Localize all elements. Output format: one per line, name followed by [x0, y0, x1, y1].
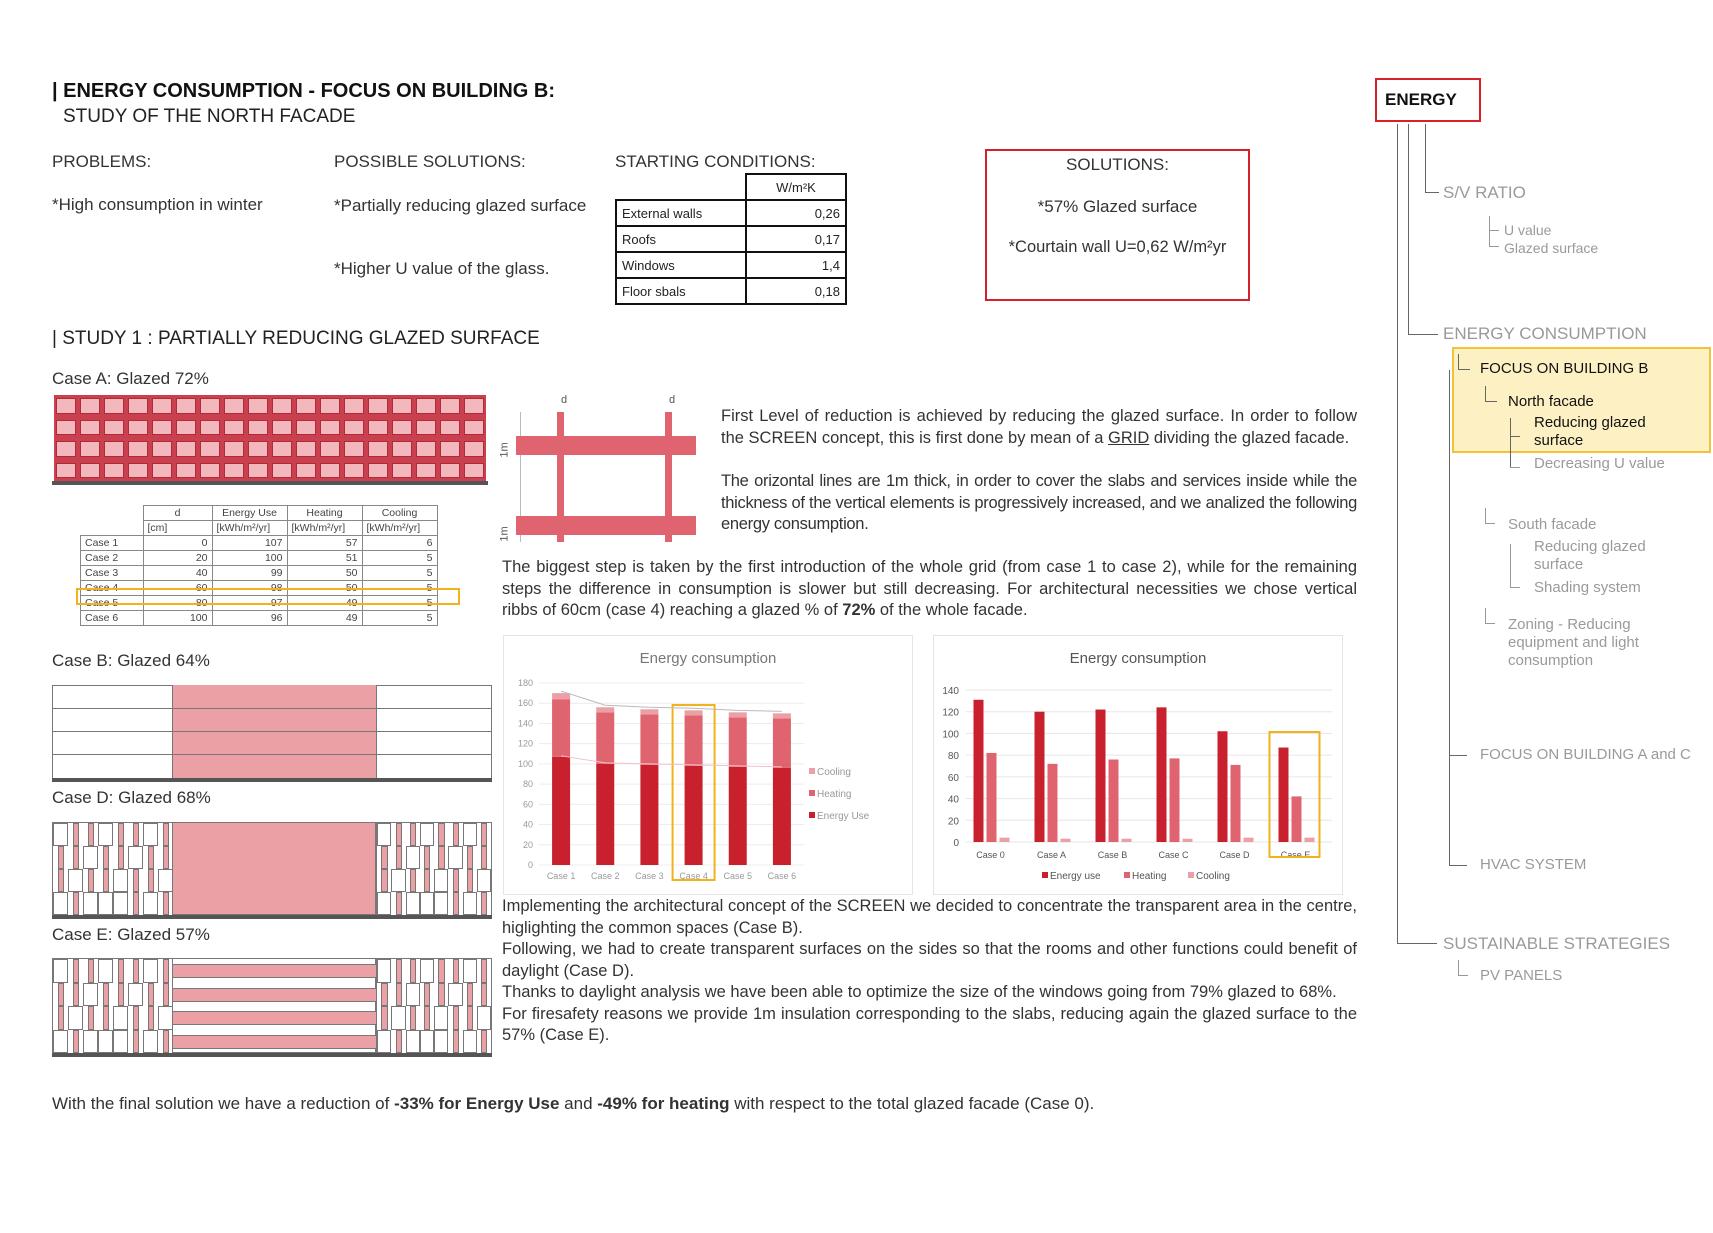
y-tick-label: 0: [527, 860, 533, 870]
table-row: [81, 521, 438, 536]
case-a-facade: [52, 395, 488, 485]
d-label: d: [669, 394, 676, 406]
y-tick-label: 180: [517, 678, 533, 688]
bar-cooling: [1061, 839, 1071, 842]
legend-swatch: [809, 768, 815, 774]
page-title: | ENERGY CONSUMPTION - FOCUS ON BUILDING B:: [52, 80, 556, 102]
tree-sv-ratio[interactable]: S/V RATIO: [1443, 183, 1526, 202]
bar-energy-use: [596, 764, 614, 865]
x-tick-label: Case A: [1036, 850, 1067, 860]
case-4-highlight: [76, 588, 460, 605]
paragraph-text: Thanks to daylight analysis we have been able to optimize the size of the windows going from 79% glazed to 68%.: [502, 983, 1337, 1001]
possible-solution-1: *Partially reducing glazed surface: [334, 196, 587, 215]
table-row: [81, 566, 438, 581]
tree-south-facade[interactable]: South facade: [1508, 516, 1597, 533]
tree-focus-ac[interactable]: FOCUS ON BUILDING A and C: [1480, 746, 1691, 763]
table-cell: 6: [362, 536, 437, 551]
y-tick-label: 100: [942, 729, 959, 741]
bar-energy-use: [729, 767, 747, 865]
table-row: [616, 278, 846, 304]
unit-cell: [kWh/m²/yr]: [212, 521, 287, 536]
cases-table: [80, 505, 438, 626]
table-cell: 99: [212, 566, 287, 581]
legend-swatch: [1124, 872, 1130, 878]
table-cell: 49: [287, 611, 362, 626]
tree-focus-b[interactable]: FOCUS ON BUILDING B: [1480, 360, 1649, 377]
legend-label: Heating: [817, 789, 852, 800]
header-cell: Cooling: [362, 506, 437, 521]
problems-label: PROBLEMS:: [52, 152, 152, 171]
x-tick-label: Case D: [1219, 850, 1250, 860]
table-cell: 5: [362, 566, 437, 581]
tree-root-label: ENERGY: [1385, 90, 1457, 109]
bar-energy-use: [640, 765, 658, 865]
table-cell: 107: [212, 536, 287, 551]
bar-cooling: [1183, 839, 1193, 842]
bar-heating: [729, 717, 747, 767]
y-tick-label: 40: [522, 819, 533, 830]
bar-energy-use: [1279, 748, 1289, 842]
table-cell: Case 6: [81, 611, 144, 626]
tree-decreasing-u[interactable]: Decreasing U value: [1534, 455, 1665, 472]
table-cell: Case 3: [81, 566, 144, 581]
row-name: Floor sbals: [616, 278, 746, 304]
series-line-total: [561, 691, 782, 711]
legend-label: Heating: [1132, 871, 1167, 882]
summary-text: With the final solution we have a reduction of: [52, 1094, 395, 1113]
summary-text: and: [559, 1094, 598, 1113]
row-name: Roofs: [616, 226, 746, 252]
bar-energy-use: [1035, 712, 1045, 842]
case-b-label: Case B: Glazed 64%: [52, 651, 210, 670]
study-title: | STUDY 1 : PARTIALLY REDUCING GLAZED SURFACE: [52, 328, 540, 349]
tree-pv-panels[interactable]: PV PANELS: [1480, 967, 1563, 984]
bar-energy-use: [773, 768, 791, 865]
bar-heating: [773, 718, 791, 768]
solution-1: *57% Glazed surface: [1037, 197, 1198, 216]
tree-hvac[interactable]: HVAC SYSTEM: [1480, 856, 1587, 873]
chart-title: Energy consumption: [1069, 650, 1207, 667]
bar-heating: [640, 714, 658, 765]
case-b-facade: [52, 685, 492, 783]
page-subtitle: STUDY OF THE NORTH FACADE: [63, 106, 356, 127]
table-cell: 5: [362, 581, 437, 596]
y-tick-label: 60: [522, 799, 533, 810]
paragraph-screen: [502, 896, 1357, 1047]
x-tick-label: Case 6: [767, 871, 797, 881]
y-tick-label: 120: [517, 738, 533, 749]
bar-cooling: [596, 707, 614, 712]
row-name: Windows: [616, 252, 746, 278]
table-cell: 0: [143, 536, 212, 551]
table-cell: Case 5: [81, 596, 144, 611]
y-tick-label: 40: [947, 794, 959, 806]
unit-cell: [cm]: [143, 521, 212, 536]
case-a-label: Case A: Glazed 72%: [52, 369, 209, 388]
grid-link[interactable]: GRID: [1108, 428, 1150, 447]
solution-2: *Courtain wall U=0,62 W/m²yr: [1008, 238, 1227, 256]
bar-heating: [1292, 796, 1302, 842]
paragraph-text: of the whole facade.: [875, 601, 1028, 619]
bar-energy-use: [1218, 731, 1228, 842]
tree-sustainable[interactable]: SUSTAINABLE STRATEGIES: [1443, 934, 1671, 953]
starting-conditions-label: STARTING CONDITIONS:: [615, 152, 816, 171]
bar-energy-use: [1157, 707, 1167, 842]
table-row: [616, 174, 846, 200]
unit-cell: [kWh/m²/yr]: [287, 521, 362, 536]
bar-energy-use: [685, 766, 703, 865]
paragraph-text: Following, we had to create transparent surfaces on the sides so that the rooms and other functions could benefit of daylight (Case D).: [502, 940, 1357, 980]
bar-heating: [596, 712, 614, 764]
table-row: [616, 226, 846, 252]
table-cell: 80: [143, 596, 212, 611]
unit-cell: [kWh/m²/yr]: [362, 521, 437, 536]
chart-1-svg: [504, 636, 912, 894]
bar-heating: [685, 715, 703, 766]
x-tick-label: Case 2: [590, 871, 620, 881]
legend-label: Cooling: [1196, 871, 1230, 882]
y-tick-label: 160: [517, 698, 533, 709]
header-cell: Energy Use: [212, 506, 287, 521]
bar-heating: [1048, 764, 1058, 842]
series-line-energy: [561, 756, 782, 767]
1m-label: 1m: [498, 526, 511, 542]
legend-swatch: [809, 812, 815, 818]
paragraph-text: dividing the glazed facade.: [1149, 428, 1350, 447]
y-tick-label: 80: [947, 751, 959, 763]
paragraph-grid: [721, 406, 1357, 449]
legend-swatch: [1188, 872, 1194, 878]
chart-2-svg: [934, 636, 1342, 894]
bar-cooling: [773, 713, 791, 718]
table-cell: 57: [287, 536, 362, 551]
table-cell: 51: [287, 551, 362, 566]
paragraph-lines: The orizontal lines are 1m thick, in order to cover the slabs and services inside while the thickness of the vertical elements is progressively increased, and we analized the following energy consumption.: [721, 472, 1357, 533]
table-cell: 20: [143, 551, 212, 566]
bar-cooling: [552, 693, 570, 699]
bar-energy-use: [552, 757, 570, 865]
legend-swatch: [809, 790, 815, 796]
table-cell: 97: [212, 596, 287, 611]
row-value: 0,26: [746, 200, 846, 226]
chart-2: [933, 635, 1343, 895]
problems-text: *High consumption in winter: [52, 195, 263, 214]
header-cell: Heating: [287, 506, 362, 521]
legend-swatch: [1042, 872, 1048, 878]
table-cell: Case 1: [81, 536, 144, 551]
bar-cooling: [729, 712, 747, 717]
solutions-box: [985, 149, 1250, 301]
y-tick-label: 140: [517, 718, 533, 729]
table-cell: 5: [362, 611, 437, 626]
bar-cooling: [1244, 838, 1254, 842]
bar-cooling: [1000, 838, 1010, 842]
tree-glazed-surface[interactable]: Glazed surface: [1504, 240, 1599, 256]
solutions-label: SOLUTIONS:: [1066, 155, 1169, 174]
d-label: d: [561, 394, 568, 406]
x-tick-label: Case 0: [976, 850, 1005, 860]
case-d-label: Case D: Glazed 68%: [52, 788, 211, 807]
bar-cooling: [640, 709, 658, 714]
table-row: [616, 252, 846, 278]
paragraph-text: The biggest step is taken by the first introduction of the whole grid (from case 1 to case 2), while for the remaining steps the difference in consumption is slower but still decreasing. For architectural necessities we chose vertical ribbs of 60cm (case 4) reaching a glazed % of: [502, 558, 1357, 619]
y-tick-label: 140: [942, 686, 959, 697]
final-summary: [52, 1094, 1094, 1114]
bar-energy-use: [974, 700, 984, 842]
chart-1: [503, 635, 913, 895]
table-cell: 5: [362, 596, 437, 611]
y-tick-label: 60: [947, 772, 959, 784]
paragraph-text: First Level of reduction is achieved by reducing the glazed surface. In order to follow the SCREEN concept, this is first done by mean of a: [721, 407, 1357, 447]
x-tick-label: Case 1: [546, 871, 576, 881]
summary-bold: -49% for heating: [597, 1094, 730, 1113]
y-tick-label: 0: [953, 838, 959, 849]
tree-zoning[interactable]: Zoning - Reducing equipment and light consumption: [1508, 616, 1639, 669]
bar-heating: [1170, 758, 1180, 842]
table-cell: Case 2: [81, 551, 144, 566]
legend-label: Cooling: [817, 767, 851, 778]
summary-text: with respect to the total glazed facade (Case 0).: [729, 1094, 1095, 1113]
chart-title: Energy consumption: [639, 650, 777, 667]
row-value: 1,4: [746, 252, 846, 278]
paragraph-step: [502, 557, 1357, 622]
y-tick-label: 100: [517, 758, 533, 769]
case-e-facade: [52, 958, 492, 1058]
bar-heating: [1109, 759, 1119, 842]
summary-bold: -33% for Energy Use: [394, 1094, 560, 1113]
table-row: [81, 551, 438, 566]
bar-energy-use: [1096, 710, 1106, 842]
table-cell: 100: [212, 551, 287, 566]
case-e-label: Case E: Glazed 57%: [52, 925, 210, 944]
possible-solution-2: *Higher U value of the glass.: [334, 259, 550, 278]
x-tick-label: Case 3: [635, 871, 664, 881]
bar-cooling: [685, 710, 703, 715]
table-cell: 49: [287, 596, 362, 611]
legend-label: Energy use: [1050, 871, 1101, 882]
y-tick-label: 120: [942, 707, 959, 719]
table-cell: Case 4: [81, 581, 144, 596]
unit-cell: W/m²K: [746, 174, 846, 200]
tree-north-facade[interactable]: North facade: [1508, 393, 1594, 410]
x-tick-label: Case E: [1280, 850, 1311, 860]
table-cell: 50: [287, 581, 362, 596]
legend-label: Energy Use: [817, 811, 870, 822]
table-cell: 100: [143, 611, 212, 626]
x-tick-label: Case 5: [723, 871, 753, 881]
table-cell: 96: [212, 611, 287, 626]
table-row: [616, 200, 846, 226]
bar-heating: [987, 753, 997, 842]
tree-energy-consumption[interactable]: ENERGY CONSUMPTION: [1443, 324, 1647, 343]
x-tick-label: Case C: [1158, 850, 1189, 860]
paragraph-text: For firesafety reasons we provide 1m insulation corresponding to the slabs, reducing again the glazed surface to the 57% (Case E).: [502, 1004, 1357, 1044]
x-tick-label: Case B: [1097, 850, 1128, 860]
table-row: [81, 536, 438, 551]
possible-solutions-label: POSSIBLE SOLUTIONS:: [334, 152, 526, 171]
y-tick-label: 20: [947, 816, 959, 828]
table-cell: 5: [362, 551, 437, 566]
bar-heating: [1231, 765, 1241, 842]
x-tick-label: Case 4: [679, 871, 708, 881]
table-row: [81, 506, 438, 521]
1m-label: 1m: [498, 442, 511, 458]
y-tick-label: 80: [522, 779, 533, 790]
y-tick-label: 20: [522, 839, 533, 850]
tree-reducing-glazed[interactable]: Reducing glazed surface: [1534, 414, 1646, 449]
starting-conditions-table: [615, 173, 847, 305]
header-cell: d: [143, 506, 212, 521]
row-name: External walls: [616, 200, 746, 226]
row-value: 0,17: [746, 226, 846, 252]
tree-shading[interactable]: Shading system: [1534, 579, 1641, 596]
paragraph-text: Implementing the architectural concept of the SCREEN we decided to concentrate the transparent area in the centre, higlighting the common spaces (Case B).: [502, 897, 1357, 937]
bar-heating: [552, 699, 570, 757]
paragraph-bold: 72%: [842, 601, 876, 619]
table-cell: 40: [143, 566, 212, 581]
table-row: [81, 611, 438, 626]
tree-u-value[interactable]: U value: [1504, 222, 1552, 238]
table-cell: 98: [212, 581, 287, 596]
grid-diagram: [498, 390, 705, 550]
tree-root[interactable]: [1375, 78, 1481, 122]
tree-reducing-glazed-2[interactable]: Reducing glazed surface: [1534, 538, 1646, 573]
table-cell: 60: [143, 581, 212, 596]
case-d-facade: [52, 822, 492, 920]
row-value: 0,18: [746, 278, 846, 304]
bar-cooling: [1122, 839, 1132, 842]
bar-cooling: [1305, 838, 1315, 842]
table-cell: 50: [287, 566, 362, 581]
